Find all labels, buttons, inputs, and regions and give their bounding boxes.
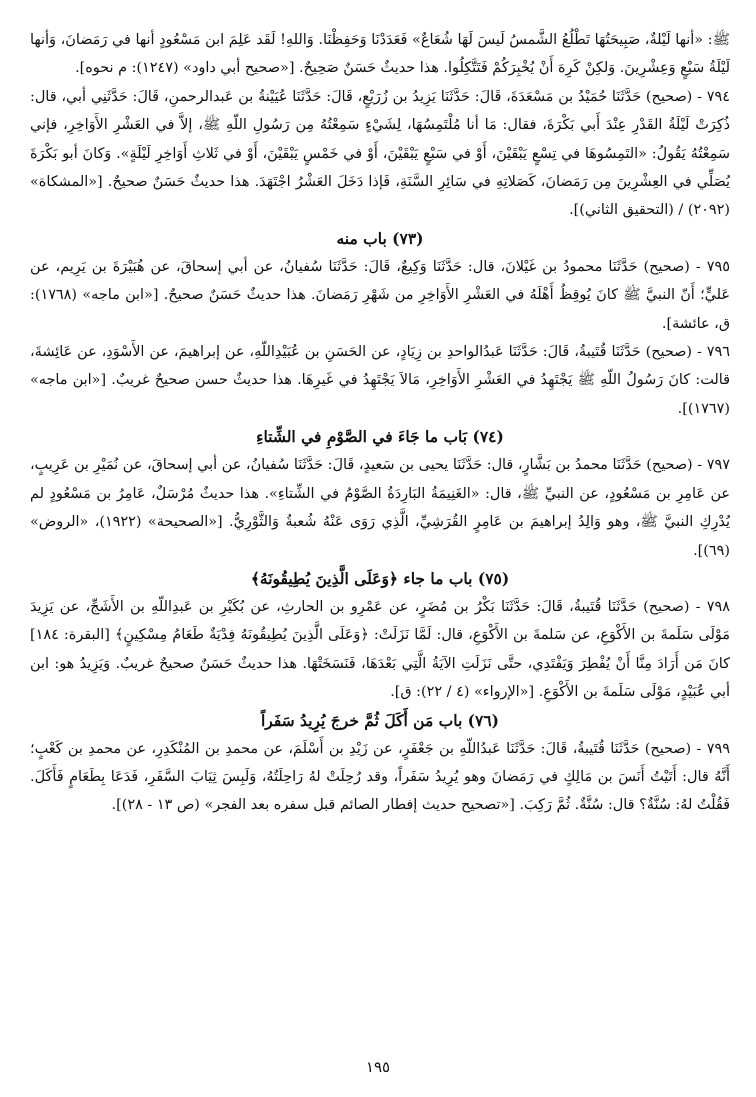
chapter-heading-76: (٧٦) باب مَن أَكَلَ ثُمَّ خرجَ يُرِيدُ سَفَراً: [260, 710, 500, 730]
hadith-799: ٧٩٩ - (صحيح) حَدَّثَنَا قُتَيبةُ، قَالَ: حَدَّثَنَا عَبدُاللّهِ بن جَعْفَرٍ، عن زَيْدِ بن أَسْلَمَ، عن محمدِ بن المُنْكَدِرِ، عن محمدِ بن كَعْبٍ؛ أَنَّهُ قال: أَتَيْتُ أَنَسَ بن مَالِكٍ في رَمَضانَ وهو يُرِيدُ سَفَراً، وقد رُحِلَتْ لهُ رَاحِلَتُهُ، وَلَبِسَ ثِيَابَ السَّفَرِ، فَدَعَا بِطَعَامٍ فَأَكَلَ. فَقُلْتُ لهُ: سُنَّةٌ؟ قال: سُنَّةٌ. ثُمَّ رَكِبَ. [«تصحيح حديث إفطار الصائم قبل سفره بعد الفجر» (ص ١٣ - ٢٨)].: [30, 740, 730, 814]
page-number: ١٩٥: [365, 1058, 391, 1076]
hadith-796: ٧٩٦ - (صحيح) حَدَّثَنَا قُتَيبةُ، قَالَ: حَدَّثَنَا عَبدُالواحدِ بن زِيَادٍ، عن الحَسَنِ بن عُبَيْدِاللّهِ، عن إبراهيمَ، عن الأَسْوَدِ، عن عَائِشةَ، قالت: كانَ رَسُولُ اللّهِ ﷺ يَجْتَهِدُ في العَشْرِ الأَوَاخِرِ، مَالاَ يَجْتَهِدُ في غَيرِهَا. هذا حديثٌ حسن صحيحٌ غريبٌ. [«ابن ماجه» (١٧٦٧)].: [30, 344, 730, 417]
page-body: [30, 26, 730, 820]
hadith-continuation: ﷺ: «أنها لَيْلةٌ، صَبِيحَتُهَا تَطْلُعُ الشَّمسُ لَيسَ لَهَا شُعَاعٌ» فَعَدَدْنَا وَحَفِظْنَا. وَاللهِ! لَقَد عَلِمَ ابن مَسْعُودٍ أنها في رَمَضانَ، وَأنها لَيْلَةُ سَبْعٍ وَعِشْرِينَ. وَلكِنْ كَرِهَ أَنْ يُخْبِرَكُمْ فَتَتَّكِلُوا. هذا حديثٌ حَسَنٌ صَحِيحٌ. [«صحيح أبي داود» (١٢٤٧): م نحوه].: [30, 32, 730, 77]
chapter-heading-73: (٧٣) باب منه: [336, 228, 424, 248]
chapter-heading-75: (٧٥) باب ما جاء ﴿وَعَلَى الَّذِينَ يُطِيقُونَهُ﴾: [250, 568, 510, 588]
chapter-heading-74: (٧٤) بَاب ما جَاءَ في الصَّوْمِ في الشِّتاءِ: [256, 427, 504, 447]
hadith-797: ٧٩٧ - (صحيح) حَدَّثَنَا محمدُ بن بَشَّارٍ، قال: حَدَّثَنَا يحيى بن سَعيدٍ، قَالَ: حَدَّثَنَا سُفيانُ، عن أبي إسحاقَ، عن نُمَيْرِ بن عَرِيبٍ، عن عَامِرِ بن مَسْعُودٍ، عن النبيِّ ﷺ، قال: «الغَنِيمَةُ البَارِدَةُ الصَّوْمُ في الشِّتاءِ». هذا حديثٌ مُرْسَلٌ، عَامِرُ بن مَسْعُودٍ لم يُدْرِكِ النبيَّ ﷺ، وهو وَالِدُ إبراهيمَ بن عَامِرٍ القُرَشِيِّ، الَّذِي رَوَى عَنْهُ شُعبةُ وَالثَّوْرِيُّ. [«الصحيحة» (١٩٢٢)، «الروض» (٦٩)].: [30, 457, 730, 559]
hadith-794: ٧٩٤ - (صحيح) حَدَّثَنَا حُمَيْدُ بن مَسْعَدَةَ، قَالَ: حَدَّثَنَا يَزِيدُ بن زُرَيْعٍ، قَالَ: حَدَّثَنَا عُيَيْنةُ بن عَبدالرحمنِ، قَالَ: حَدَّثَنِي أبي، قال: ذُكِرَتْ لَيْلَةُ القَدْرِ عِنْدَ أَبي بَكْرَةَ، فقال: مَا أنا مُلْتَمِسُهَا، لِشَيْءٍ سَمِعْتُهُ مِن رَسُولِ اللّهِ ﷺ، إلاَّ في العَشْرِ الأَوَاخِرِ، فإني سَمِعْتُهُ يَقُولُ: «التَمِسُوهَا في تِسْعٍ يَبْقَيْنَ، أَوْ في سَبْعٍ يَبْقَيْنَ، أَوْ في خَمْسٍ يَبْقَيْنَ، أَوْ في ثَلاثِ أَوَاخِرِ لَيْلَةٍ». وَكانَ أبو بَكْرَةَ يُصَلِّي في العِشْرِينَ مِن رَمَضانَ، كَصَلاتِهِ في سَائِرِ السَّنَةِ، فَإذا دَخَلَ العَشْرُ اجْتَهَدَ. هذا حديثٌ حَسَنٌ صحيحٌ. [«المشكاة» (٢٠٩٢) / (التحقيق الثاني)].: [30, 88, 730, 219]
hadith-795: ٧٩٥ - (صحيح) حَدَّثَنَا محمودُ بن غَيْلانَ، قال: حَدَّثَنَا وَكِيعٌ، قَالَ: حَدَّثَنَا سُفيانُ، عن أبي إسحاقَ، عن هُبَيْرَةَ بن يَرِيم، عن عَليٍّ؛ أَنّ النبيَّ ﷺ كانَ يُوقِظُ أَهْلَهُ في العَشْرِ الأَوَاخِرِ من شَهْرِ رَمَضانَ. هذا حديثٌ حَسَنٌ صحيحٌ. [«ابن ماجه» (١٧٦٨): ق، عائشة].: [30, 258, 730, 332]
hadith-798: ٧٩٨ - (صحيح) حَدَّثَنَا قُتَيبةُ، قَالَ: حَدَّثَنَا بَكْرُ بن مُضَرٍ، عن عَمْرِو بن الحارثِ، عن بُكَيْرِ بن عَبدِاللّهِ بن الأَشَجِّ، عن يَزِيدَ مَوْلَى سَلَمةَ بن الأَكْوَعِ، عن سَلمةَ بن الأَكْوَعِ، قال: لَمَّا نَزَلَتْ: ﴿وَعَلَى الَّذِينَ يُطِيقُونَهُ فِدْيَةٌ طَعَامُ مِسْكِينٍ﴾ [البقرة: ١٨٤] كانَ مَن أَرَادَ مِنَّا أَنْ يُفْطِرَ وَيَفْتَدِي، حتَّى نَزَلَتِ الآيَةُ الَّتِي بَعْدَهَا، فَنَسَخَتْهَا. هذا حديثٌ حَسَنٌ صحيحٌ غريبٌ. وَيَزِيدُ هو: ابن أبي عُبَيْدٍ، مَوْلَى سَلَمةَ بن الأَكْوَعِ. [«الإرواء» (٤ / ٢٢): ق].: [30, 598, 730, 701]
